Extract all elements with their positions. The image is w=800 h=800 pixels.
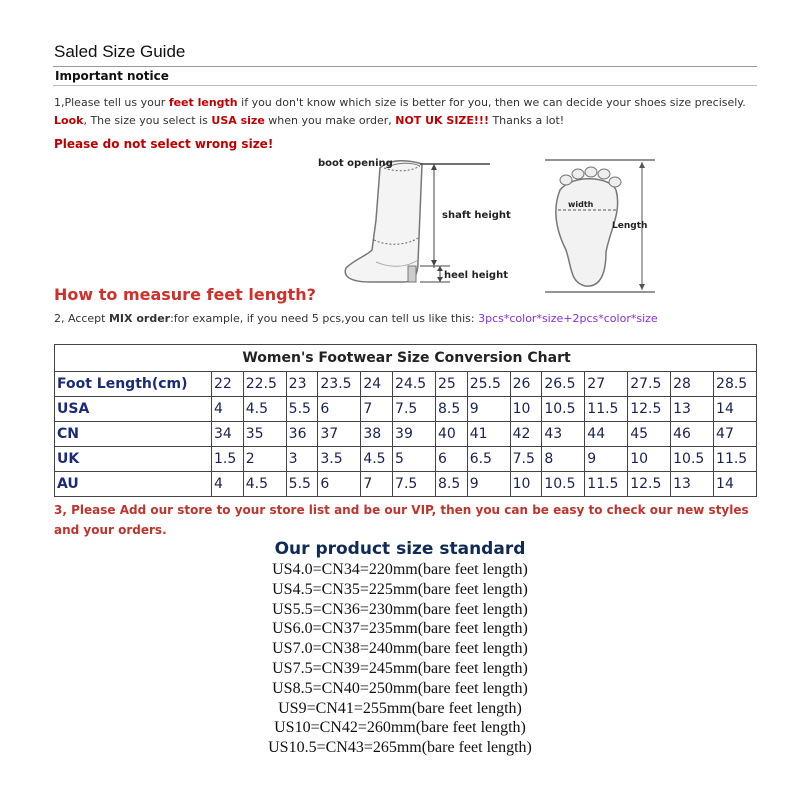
table-caption: Women's Footwear Size Conversion Chart — [55, 345, 757, 372]
table-cell: 38 — [361, 422, 393, 447]
size-standard-title: Our product size standard — [274, 539, 526, 559]
table-cell: 34 — [212, 422, 244, 447]
size-standard-list — [0, 560, 800, 758]
line2-text-a: , The size you select is — [83, 114, 212, 127]
table-cell: 4.5 — [243, 472, 286, 497]
table-cell: 9 — [467, 472, 510, 497]
table-cell: 13 — [671, 397, 714, 422]
table-row — [55, 397, 757, 422]
table-cell: 11.5 — [585, 397, 628, 422]
size-standard-line: US4.0=CN34=220mm(bare feet length) — [272, 561, 528, 578]
how-to-measure-heading: How to measure feet length? — [54, 285, 316, 304]
row-label: UK — [55, 447, 212, 472]
table-cell: 4 — [212, 472, 244, 497]
size-standard-line: US4.5=CN35=225mm(bare feet length) — [272, 580, 528, 598]
table-cell: 25.5 — [467, 372, 510, 397]
table-cell: 39 — [393, 422, 436, 447]
table-cell: 26.5 — [542, 372, 585, 397]
table-cell: 7.5 — [510, 447, 542, 472]
length-label: Length — [612, 221, 648, 231]
line2-text-c: Thanks a lot! — [488, 114, 565, 127]
table-cell: 1.5 — [212, 447, 244, 472]
table-cell: 12.5 — [628, 472, 671, 497]
table-cell: 28.5 — [714, 372, 757, 397]
table-cell: 10.5 — [671, 447, 714, 472]
table-cell: 27 — [585, 372, 628, 397]
wrong-size-warning: Please do not select wrong size! — [54, 137, 274, 151]
table-cell: 36 — [286, 422, 318, 447]
table-cell: 44 — [585, 422, 628, 447]
width-label: width — [568, 200, 594, 209]
notice-title: Important notice — [55, 69, 169, 83]
table-cell: 14 — [714, 397, 757, 422]
table-cell: 12.5 — [628, 397, 671, 422]
table-cell: 10 — [510, 397, 542, 422]
table-cell: 6.5 — [467, 447, 510, 472]
table-cell: 4.5 — [361, 447, 393, 472]
table-row — [55, 372, 757, 397]
table-cell: 47 — [714, 422, 757, 447]
table-cell: 43 — [542, 422, 585, 447]
table-cell: 4.5 — [243, 397, 286, 422]
table-cell: 22.5 — [243, 372, 286, 397]
measure-diagrams — [310, 150, 670, 300]
table-row — [55, 447, 757, 472]
table-cell: 9 — [585, 447, 628, 472]
table-cell: 41 — [467, 422, 510, 447]
table-cell: 7.5 — [393, 472, 436, 497]
line1-text-a: 1,Please tell us your — [54, 96, 169, 109]
size-standard-line: US9=CN41=255mm(bare feet length) — [278, 699, 522, 717]
table-row — [55, 472, 757, 497]
table-cell: 24 — [361, 372, 393, 397]
table-cell: 46 — [671, 422, 714, 447]
table-cell: 6 — [435, 447, 467, 472]
table-cell: 11.5 — [585, 472, 628, 497]
boot-illustration — [345, 161, 490, 282]
table-cell: 9 — [467, 397, 510, 422]
table-cell: 7.5 — [393, 397, 436, 422]
table-cell: 22 — [212, 372, 244, 397]
table-cell: 6 — [318, 397, 361, 422]
table-cell: 6 — [318, 472, 361, 497]
mix-text-a: 2, Accept — [54, 312, 109, 325]
table-cell: 10 — [628, 447, 671, 472]
heel-height-label: heel height — [444, 270, 508, 281]
table-cell: 4 — [212, 397, 244, 422]
page-title: Saled Size Guide — [54, 42, 186, 61]
table-cell: 23.5 — [318, 372, 361, 397]
line1-text-b: if you don't know which size is better for you, then we can decide your shoes size precisely. — [237, 96, 746, 109]
table-cell: 45 — [628, 422, 671, 447]
table-cell: 40 — [435, 422, 467, 447]
table-cell: 10 — [510, 472, 542, 497]
row-label: CN — [55, 422, 212, 447]
notice-line-1 — [54, 96, 746, 109]
table-cell: 11.5 — [714, 447, 757, 472]
table-cell: 27.5 — [628, 372, 671, 397]
table-cell: 7 — [361, 472, 393, 497]
size-standard-line: US7.5=CN39=245mm(bare feet length) — [272, 659, 528, 677]
mix-example: 3pcs*color*size+2pcs*color*size — [478, 312, 658, 325]
notice-line-2 — [54, 114, 564, 127]
table-cell: 23 — [286, 372, 318, 397]
table-cell: 28 — [671, 372, 714, 397]
mix-order-highlight: MIX order — [108, 312, 171, 325]
table-cell: 26 — [510, 372, 542, 397]
table-cell: 37 — [318, 422, 361, 447]
mix-text-b: :for example, if you need 5 pcs,you can tell us like this: — [170, 312, 479, 325]
row-label: Foot Length(cm) — [55, 372, 212, 397]
table-cell: 7 — [361, 397, 393, 422]
table-cell: 10.5 — [542, 472, 585, 497]
notice-header — [53, 66, 757, 86]
size-standard-line: US8.5=CN40=250mm(bare feet length) — [272, 679, 528, 697]
table-cell: 8 — [542, 447, 585, 472]
size-standard-line: US6.0=CN37=235mm(bare feet length) — [272, 620, 528, 638]
size-standard-line: US5.5=CN36=230mm(bare feet length) — [272, 600, 528, 618]
usa-size-highlight: USA size — [211, 114, 265, 127]
table-cell: 3 — [286, 447, 318, 472]
mix-order-line — [54, 312, 658, 325]
size-standard-line: US7.0=CN38=240mm(bare feet length) — [272, 640, 528, 658]
size-standard-line: US10=CN42=260mm(bare feet length) — [274, 719, 526, 737]
shaft-height-label: shaft height — [442, 210, 511, 221]
feet-length-highlight: feet length — [168, 96, 238, 109]
table-cell: 5 — [393, 447, 436, 472]
table-cell: 8.5 — [435, 397, 467, 422]
table-cell: 5.5 — [286, 397, 318, 422]
table-cell: 2 — [243, 447, 286, 472]
look-highlight: Look — [54, 114, 84, 127]
table-cell: 14 — [714, 472, 757, 497]
table-cell: 13 — [671, 472, 714, 497]
line2-text-b: when you make order, — [264, 114, 396, 127]
table-cell: 8.5 — [435, 472, 467, 497]
row-label: USA — [55, 397, 212, 422]
table-cell: 35 — [243, 422, 286, 447]
table-row — [55, 422, 757, 447]
table-cell: 25 — [435, 372, 467, 397]
table-cell: 10.5 — [542, 397, 585, 422]
row-label: AU — [55, 472, 212, 497]
table-cell: 24.5 — [393, 372, 436, 397]
not-uk-highlight: NOT UK SIZE!!! — [395, 114, 489, 127]
vip-note: 3, Please Add our store to your store list and be our VIP, then you can be easy to check our new styles and your orders. — [54, 503, 749, 537]
size-standard-line: US10.5=CN43=265mm(bare feet length) — [268, 739, 532, 757]
size-conversion-table — [54, 344, 757, 497]
boot-opening-label: boot opening — [318, 158, 393, 169]
table-cell: 5.5 — [286, 472, 318, 497]
table-cell: 3.5 — [318, 447, 361, 472]
table-cell: 42 — [510, 422, 542, 447]
